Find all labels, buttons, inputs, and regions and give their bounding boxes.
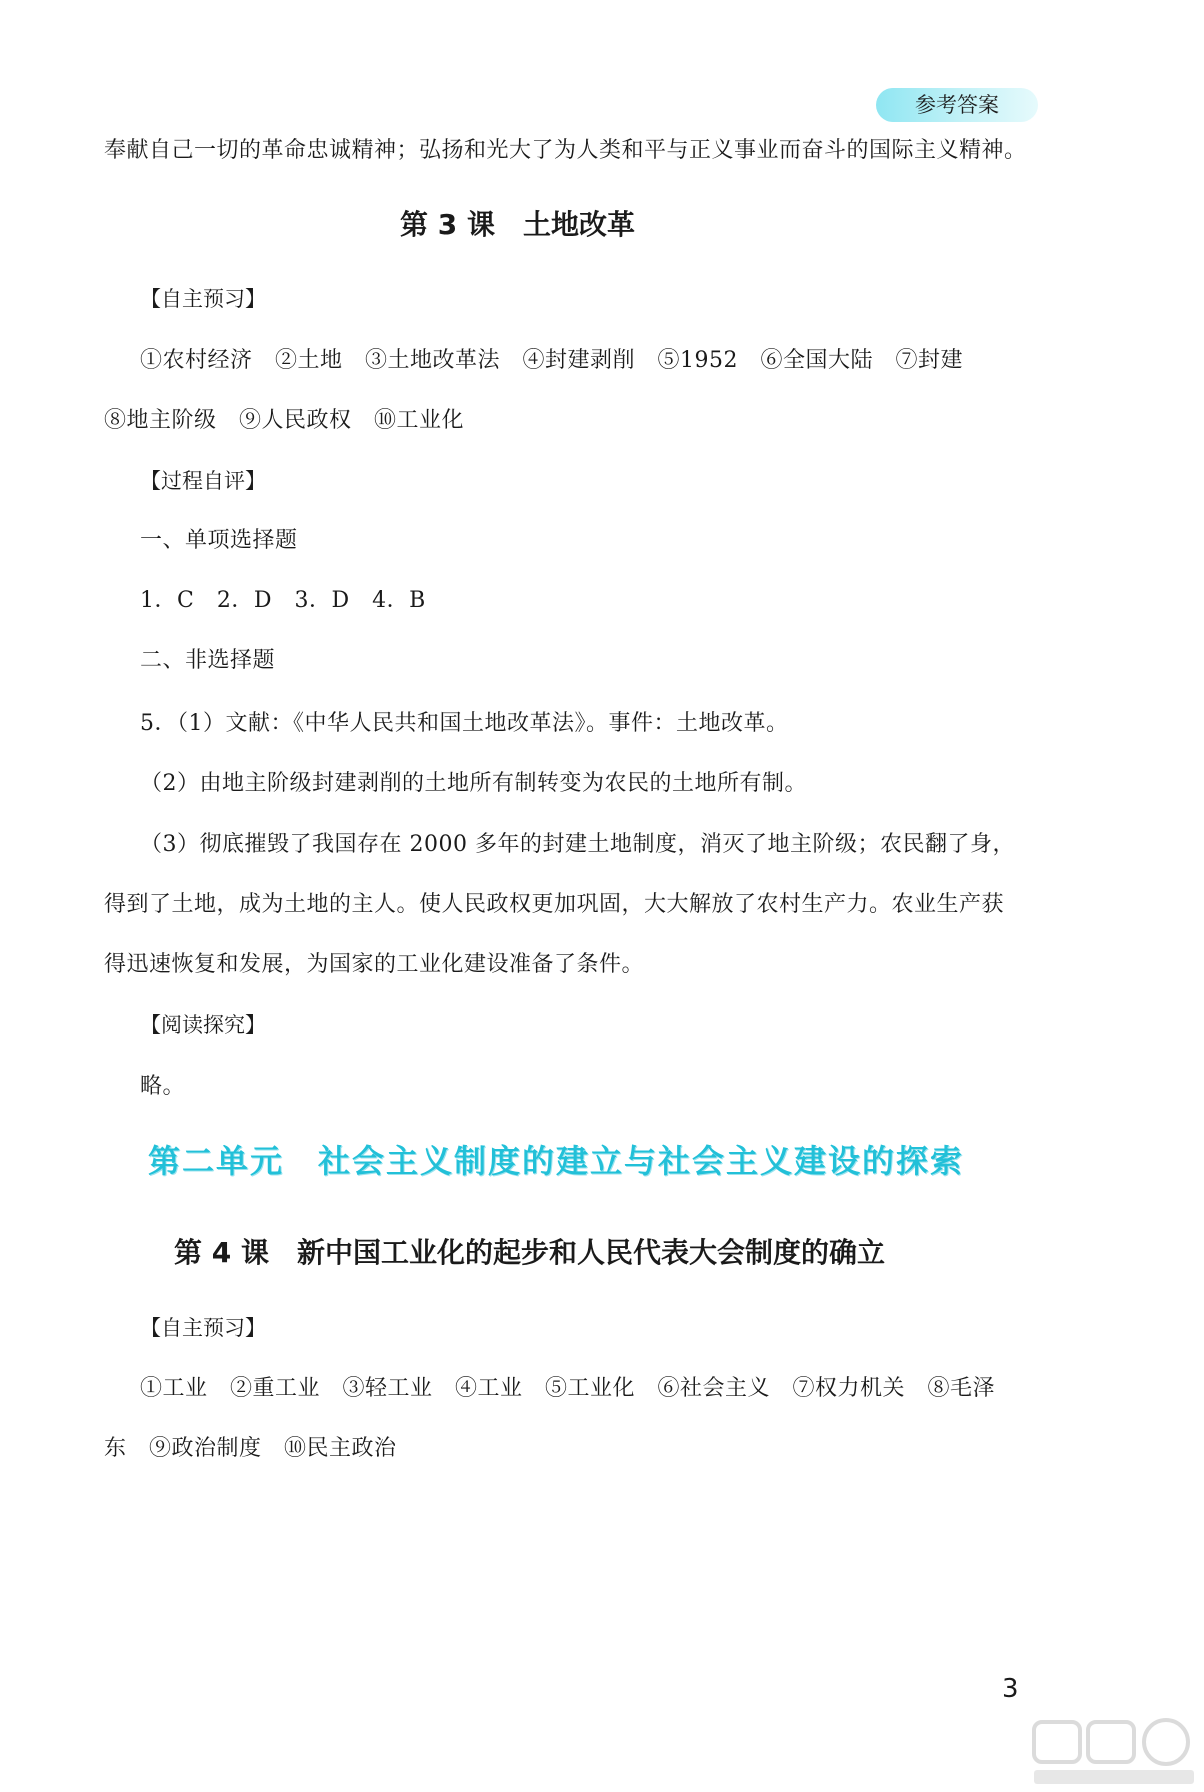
q5-answer-1: 5．（1）文献：《中华人民共和国土地改革法》。事件：土地改革。: [140, 711, 789, 736]
page-number: 3: [1002, 1674, 1019, 1704]
unit2-title: 第二单元 社会主义制度的建立与社会主义建设的探索: [148, 1142, 965, 1180]
lesson4-preview-heading: 【自主预习】: [140, 1316, 266, 1340]
q5-answer-2: （2）由地主阶级封建剥削的土地所有制转变为农民的土地所有制。: [140, 771, 807, 796]
lesson3-reading-heading: 【阅读探究】: [140, 1013, 266, 1037]
reading-answer: 略。: [140, 1074, 186, 1099]
multiple-choice-answers: 1．C 2．D 3．D 4．B: [140, 588, 426, 613]
lesson4-title: 第 4 课 新中国工业化的起步和人民代表大会制度的确立: [174, 1236, 885, 1269]
part2-heading: 二、非选择题: [140, 648, 276, 673]
lesson4-preview-line: 东 ⑨政治制度 ⑩民主政治: [104, 1436, 397, 1461]
watermark-logo-icon: [1030, 1718, 1198, 1788]
lesson3-preview-line: ①农村经济 ②土地 ③土地改革法 ④封建剥削 ⑤1952 ⑥全国大陆 ⑦封建: [140, 348, 963, 373]
part1-heading: 一、单项选择题: [140, 528, 298, 553]
intro-line: 奉献自己一切的革命忠诚精神；弘扬和光大了为人类和平与正义事业而奋斗的国际主义精神。: [104, 138, 1027, 163]
lesson3-preview-line: ⑧地主阶级 ⑨人民政权 ⑩工业化: [104, 408, 465, 433]
lesson3-process-heading: 【过程自评】: [140, 469, 266, 493]
q5-answer-3: 得到了土地，成为土地的主人。使人民政权更加巩固，大大解放了农村生产力。农业生产获: [104, 892, 1005, 917]
answer-key-tab: 参考答案: [876, 88, 1038, 122]
lesson3-preview-heading: 【自主预习】: [140, 287, 266, 311]
q5-answer-3: （3）彻底摧毁了我国存在 2000 多年的封建土地制度，消灭了地主阶级；农民翻了身，: [140, 832, 1015, 857]
q5-answer-3: 得迅速恢复和发展，为国家的工业化建设准备了条件。: [104, 952, 645, 977]
lesson3-title: 第 3 课 土地改革: [400, 208, 635, 241]
lesson4-preview-line: ①工业 ②重工业 ③轻工业 ④工业 ⑤工业化 ⑥社会主义 ⑦权力机关 ⑧毛泽: [140, 1376, 996, 1401]
